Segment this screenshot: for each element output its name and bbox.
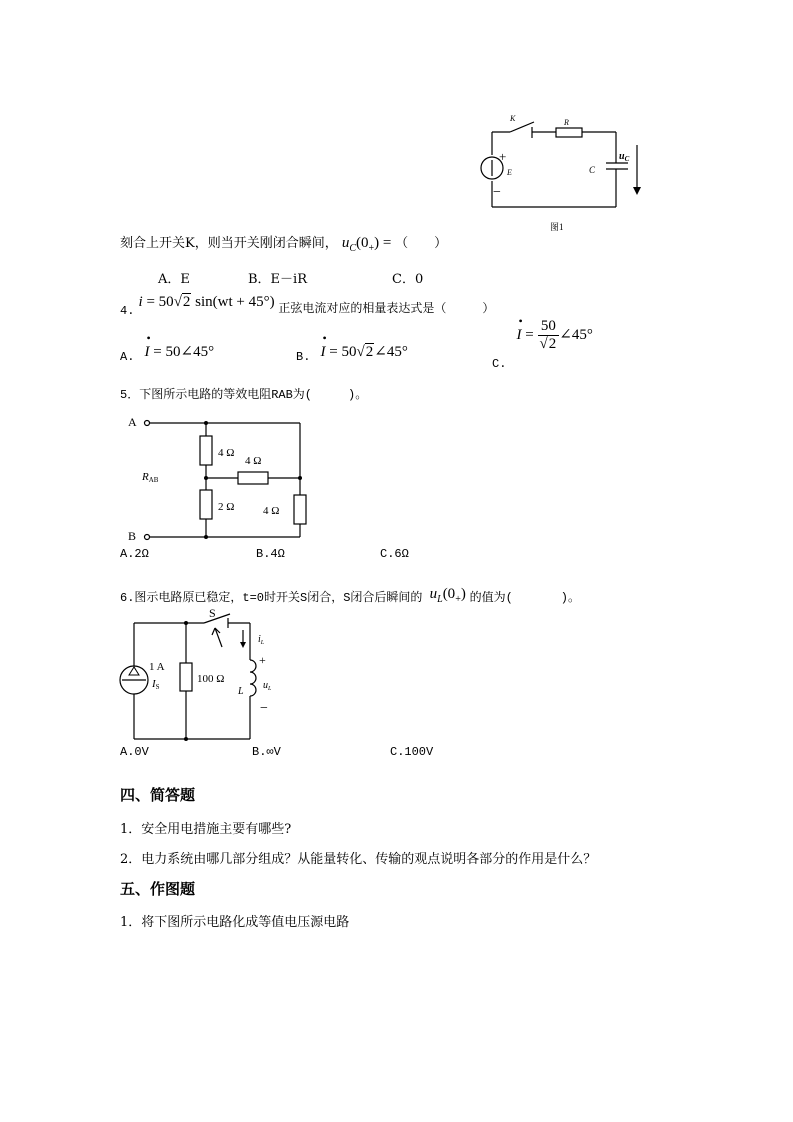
rab-sub: AB — [148, 476, 159, 484]
rab-label: R — [142, 471, 149, 483]
source-arrow-head — [129, 667, 139, 675]
switch-k — [510, 122, 534, 132]
source-value: 1 A — [149, 661, 165, 673]
q6-stem-pre: 6.图示电路原已稳定，t=0时开关S闭合，S闭合后瞬间的 — [120, 591, 423, 605]
minus-sign: − — [493, 185, 501, 200]
q3-expression: $u_C(0_+)$ = — [341, 235, 396, 254]
resistor-2ohm — [200, 490, 212, 519]
q6-rl-circuit — [112, 600, 292, 745]
voltage-label: u — [263, 680, 268, 691]
section5-question-1: 1．将下图所示电路化成等值电压源电路 — [120, 915, 350, 930]
resistor-4ohm-right — [294, 495, 306, 524]
source-sub: S — [155, 683, 160, 691]
voltage-sub: L — [268, 686, 272, 692]
q6-stem-post: 的值为( )。 — [469, 591, 580, 605]
q4-option-a: A. • I = 50∠45° — [120, 342, 214, 361]
q6-option-a: A.0V — [120, 745, 149, 759]
q5-stem: 5．下图所示电路的等效电阻RAB为( )。 — [120, 388, 368, 402]
q5-resistor-network — [120, 410, 320, 545]
resistor-4ohm-left-top — [200, 436, 212, 465]
q5-option-a: A.2Ω — [120, 547, 149, 561]
svg-text:uL — [263, 680, 272, 692]
q3-stem-line — [120, 232, 447, 254]
current-sub: L — [260, 640, 265, 646]
q3-option-c: C．0 — [392, 272, 424, 287]
plus-sign: + — [499, 149, 507, 164]
r1-label: 4 Ω — [218, 447, 235, 459]
switch-s-label: S — [209, 606, 216, 620]
section4-question-2: 2．电力系统由哪几部分组成？从能量转化、传输的观点说明各部分的作用是什么？ — [120, 852, 597, 867]
resistor-r — [556, 128, 582, 137]
q4-stem-line — [120, 293, 495, 318]
switch-s — [204, 614, 230, 623]
capacitor-label: C — [589, 165, 596, 175]
minus-sign: − — [260, 701, 268, 716]
r2-label: 4 Ω — [245, 455, 262, 467]
q4-option-c: C. • I = $\frac{50}{√2}$ ∠45° — [492, 318, 593, 353]
q3-blank: （ ） — [395, 236, 448, 251]
plus-sign: + — [259, 653, 266, 667]
svg-text:RAB — [141, 471, 159, 484]
current-label: i — [258, 634, 261, 645]
q4-number: 4. — [120, 304, 135, 318]
inductor-label: L — [238, 686, 244, 697]
svg-text:uC — [619, 151, 630, 163]
q5-option-b: B.4Ω — [256, 547, 285, 561]
voltage-arrow-head — [633, 187, 641, 195]
q4-option-b: B. • I = 50√2∠45° — [296, 342, 408, 361]
q3-option-b: B．E－iR — [248, 272, 307, 287]
switch-label: K — [510, 114, 516, 123]
q4-stem: 正弦电流对应的相量表达式是（ ） — [278, 302, 495, 316]
terminal-a-label: A — [128, 415, 137, 429]
q3-option-a: A．E — [158, 272, 190, 287]
svg-text:IS — [151, 678, 160, 691]
source-name: I — [152, 678, 156, 690]
voltage-label: u — [619, 151, 625, 162]
resistor-value: 100 Ω — [197, 673, 225, 685]
section4-question-1: 1．安全用电措施主要有哪些? — [120, 822, 292, 837]
current-arrow-head — [240, 642, 246, 648]
q5-option-c: C.6Ω — [380, 547, 409, 561]
q3-stem: 刻合上开关K，则当开关刚闭合瞬间， — [120, 236, 338, 251]
q6-option-b: B.∞V — [252, 745, 281, 759]
voltage-sub: C — [624, 155, 630, 163]
inductor-l — [250, 660, 256, 696]
section5-title: 五、作图题 — [120, 880, 196, 898]
section4-title: 四、简答题 — [120, 786, 196, 804]
source-label: E — [507, 168, 512, 177]
terminal-b — [145, 535, 150, 540]
figure1-rc-circuit — [470, 105, 660, 235]
figure1-caption: 图1 — [550, 222, 564, 232]
q6-expression: $u_L(0_+)$ — [429, 586, 466, 605]
resistor-4ohm-middle — [238, 472, 268, 484]
r4-label: 4 Ω — [263, 505, 280, 517]
terminal-b-label: B — [128, 529, 137, 543]
q4-formula: i = 50√2 sin(wt + 45°) — [138, 294, 275, 310]
q6-option-c: C.100V — [390, 745, 434, 759]
resistor-label: R — [564, 118, 569, 127]
resistor-100ohm — [180, 663, 192, 691]
svg-text:iL — [258, 634, 265, 646]
terminal-a — [145, 421, 150, 426]
r3-label: 2 Ω — [218, 501, 235, 513]
